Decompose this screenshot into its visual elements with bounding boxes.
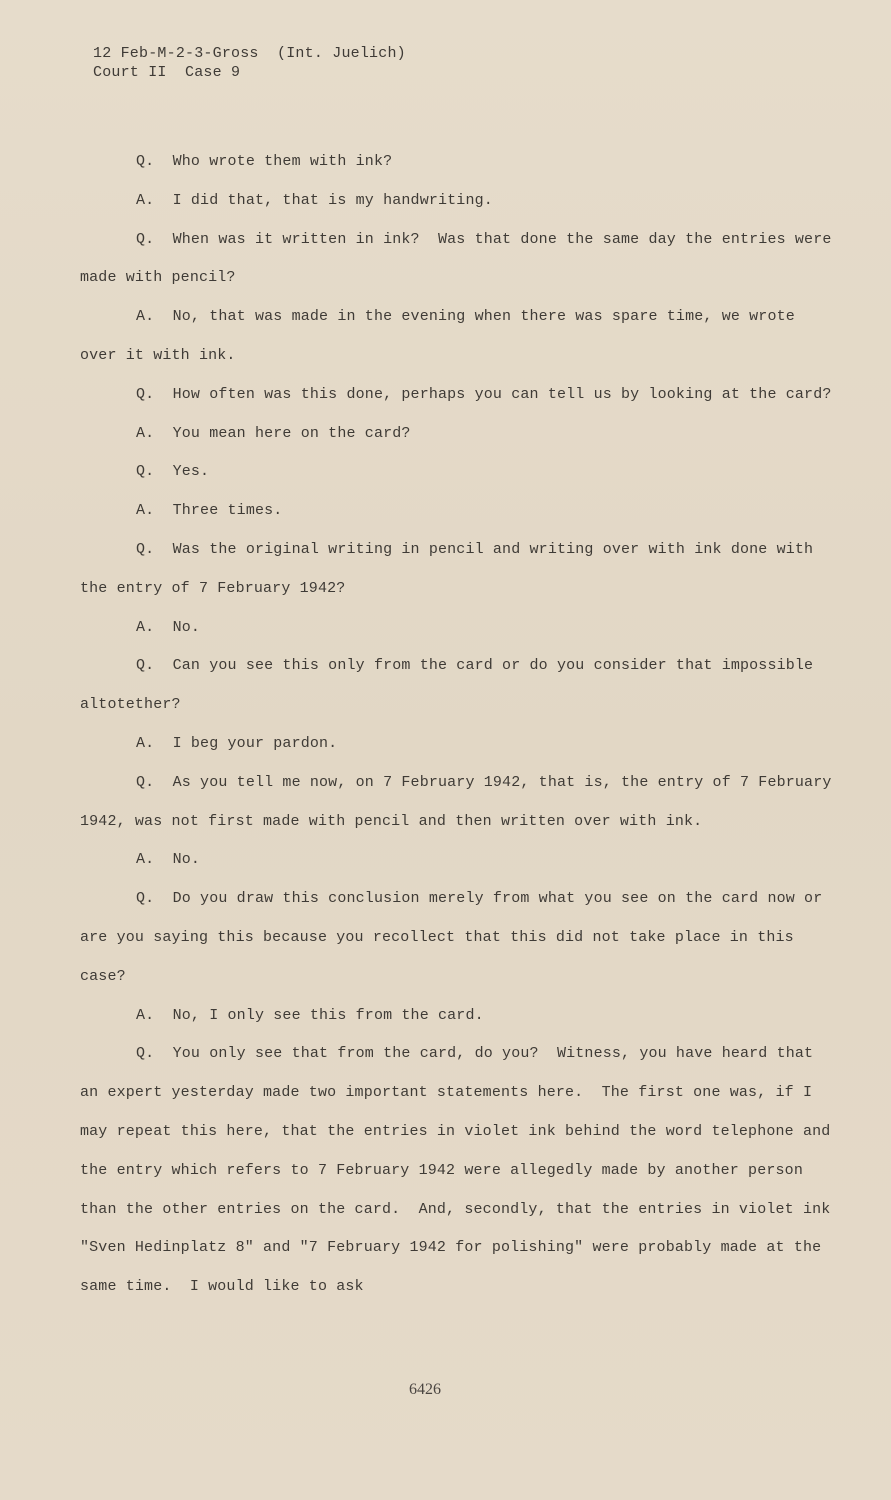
transcript-paragraph: A. No, that was made in the evening when there was spare time, we wrote over it with ink. [80,308,805,364]
transcript-paragraph: Q. Was the original writing in pencil and writing over with ink done with the entry of 7 February 1942? [80,540,823,597]
transcript-paragraph: A. No. [136,851,201,869]
transcript-paragraph: Q. How often was this done, perhaps you can tell us by looking at the card? [136,385,832,403]
transcript-paragraph: Q. When was it written in ink? Was that done the same day the entries were made with pencil? [80,230,841,287]
header-court-line: Court II Case 9 [93,64,241,81]
transcript-paragraph: A. I beg your pardon. [136,734,338,752]
transcript-paragraph: Q. Do you draw this conclusion merely from what you see on the card now or are you saying this because you recollect that this did not take place in this case? [80,890,832,985]
document-header [93,44,406,82]
header-session-line: 12 Feb-M-2-3-Gross (Int. Juelich) [93,45,406,62]
transcript-paragraph: A. I did that, that is my handwriting. [136,191,493,209]
transcript-paragraph: A. No. [136,618,201,636]
transcript-paragraph: A. No, I only see this from the card. [136,1006,484,1024]
transcript-paragraph: A. You mean here on the card? [136,424,411,442]
transcript-paragraph: Q. Who wrote them with ink? [136,153,393,170]
transcript-body [80,143,840,1307]
transcript-paragraph: A. Three times. [136,502,283,520]
page-number: 6426 [409,1381,441,1398]
transcript-paragraph: Q. Can you see this only from the card or do you consider that impossible altotether? [80,657,823,714]
transcript-paragraph: Q. You only see that from the card, do you? Witness, you have heard that an expert yesterday made two important statements here. The first one was, if I may repeat this here, that the entries in violet ink behind the word telephone and the entry which refers to 7 February 1942 were allegedly made by another person than the other entries on the card. And, secondly, that the entries in violet ink "Sven Hedinplatz 8" and "7 February 1942 for polishing" were probably made at the same time. I would like to ask [80,1045,840,1296]
transcript-paragraph: Q. As you tell me now, on 7 February 1942, that is, the entry of 7 February 1942, was not first made with pencil and then written over with ink. [80,773,841,830]
transcript-paragraph: Q. Yes. [136,463,210,481]
